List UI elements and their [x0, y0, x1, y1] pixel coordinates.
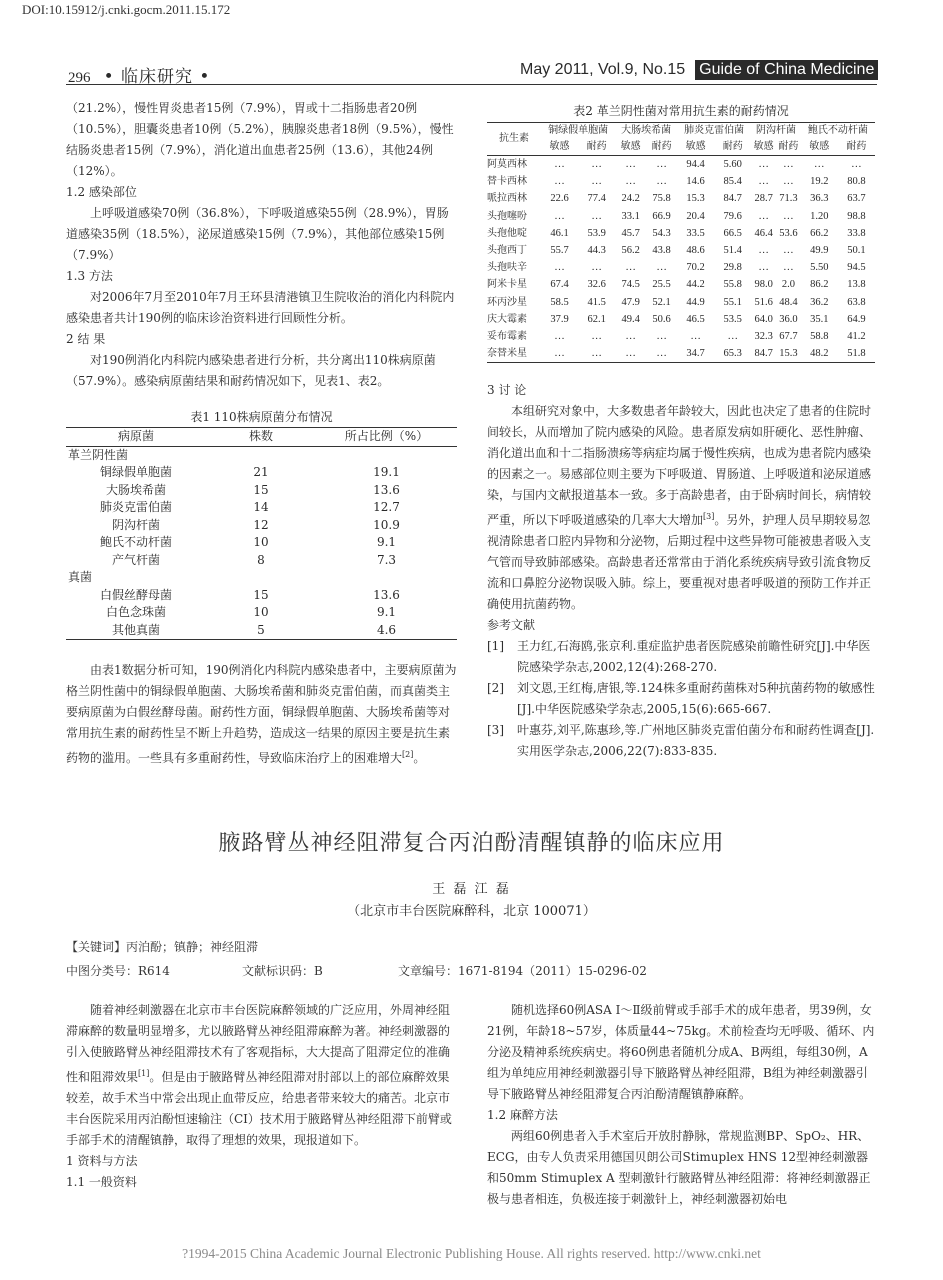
table-cell: 12.7 [373, 500, 400, 514]
drug-name-cell: 妥布霉素 [487, 331, 527, 343]
table-cell: 33.5 [686, 227, 705, 239]
left-column-upper [66, 98, 458, 392]
table-cell: 98.0 [754, 279, 773, 291]
table-cell: 51.6 [754, 296, 773, 308]
paragraph: 随机选择60例ASA Ⅰ～Ⅱ级前臂或手部手术的成年患者，男39例，女21例，年龄18~57岁，体质量44~75kg。术前检查均无呼吸、循环、内分泌及精神系统疾病史。将60例患者随机分成A、B两组，每组30例，A组为单纯应用神经刺激器引导下腋路臂丛神经阻滞，B组为神经刺激器引导下腋路臂丛神经阻滞复合丙泊酚清醒镇静麻醉。 [487, 1003, 875, 1101]
table-cell: 44.2 [686, 279, 705, 291]
table-cell: … [591, 159, 602, 170]
table-cell: 56.2 [621, 245, 640, 257]
reference-number: [3] [487, 723, 504, 737]
table-row [487, 208, 875, 225]
table-cell: 其他真菌 [66, 622, 206, 640]
sub-header: 耐药 [578, 139, 615, 156]
table-cell: 94.4 [686, 159, 705, 170]
table-cell: 67.7 [779, 331, 798, 343]
table-cell: 14.6 [686, 176, 705, 188]
paragraph: 由表1数据分析可知，190例消化内科院内感染患者中，主要病原菌为格兰阴性菌中的铜绿假单胞菌、大肠埃希菌和肺炎克雷伯菌，而真菌类主要病原菌为白假丝酵母菌。耐药性方面，铜绿假单胞菌、大肠埃希菌等对常用抗生素的耐药性呈不断上升趋势，造成这一结果的原因主要是抗生素药物的滥用。一些具有多重耐药性，导致临床治疗上的困难增大[2]。 [66, 663, 457, 765]
table-cell: 54.3 [652, 227, 671, 239]
table-cell: … [656, 262, 667, 274]
table-cell: 84.7 [751, 345, 776, 363]
table-cell: 80.8 [847, 176, 866, 188]
paragraph: 对190例消化内科院内感染患者进行分析，共分离出110株病原菌（57.9%）。感染病原菌结果和耐药情况如下，见表1、表2。 [66, 353, 436, 388]
doi-line: DOI:10.15912/j.cnki.gocm.2011.15.172 [22, 2, 231, 17]
drug-name-cell: 奈替米星 [487, 345, 541, 363]
sub-header: 敏感 [541, 139, 578, 156]
table-cell: 55.1 [723, 296, 742, 308]
table-cell: … [783, 210, 794, 222]
article2-left-column [66, 1000, 458, 1193]
citation: [2] [402, 750, 414, 759]
table-cell: 52.1 [652, 296, 671, 308]
section-heading: 2 结 果 [66, 332, 106, 346]
table-cell: … [851, 159, 862, 170]
table-cell: 15.3 [776, 345, 801, 363]
table-cell: 79.6 [723, 210, 742, 222]
table-cell: 产气杆菌 [111, 552, 160, 567]
references-heading: 参考文献 [487, 618, 536, 632]
table-cell: 15.3 [686, 193, 705, 205]
table-cell: 7.3 [376, 552, 397, 567]
table-cell: 50.6 [652, 313, 671, 325]
table-cell: 37.9 [550, 313, 569, 325]
table-cell: … [625, 262, 636, 274]
table-cell: 8 [257, 552, 265, 567]
table-cell: 58.8 [810, 331, 829, 343]
reference-item [487, 636, 877, 678]
table-cell: 74.5 [621, 279, 640, 291]
article-title: 腋路臂丛神经阻滞复合丙泊酚清醒镇静的临床应用 [218, 831, 725, 856]
table-cell: 63.8 [847, 296, 866, 308]
table-cell: 48.6 [686, 245, 705, 257]
table-cell: … [656, 159, 667, 170]
reference-item [487, 720, 877, 762]
table-cell: … [783, 262, 794, 274]
table-cell: 5 [206, 622, 316, 640]
table-cell: 41.2 [847, 331, 866, 343]
table-cell: … [591, 262, 602, 274]
drug-name-cell: 头孢他啶 [487, 227, 527, 239]
table-group-row [66, 569, 457, 587]
reference-item [487, 678, 877, 720]
table-cell: … [615, 345, 646, 363]
table-cell: 19.2 [810, 176, 829, 188]
issue-info: May 2011, Vol.9, No.15 [520, 61, 686, 78]
table-cell: 33.1 [621, 210, 640, 222]
table-cell: 77.4 [587, 193, 606, 205]
table-cell: … [554, 210, 565, 222]
table-cell: 肺炎克雷伯菌 [99, 500, 172, 514]
table-cell: … [554, 159, 565, 170]
reference-text: 王力红,石海鸥,张京利.重症监护患者医院感染前瞻性研究[J].中华医院感染学杂志,2002,12(4):268-270. [517, 639, 871, 674]
table-cell: 15 [253, 482, 269, 497]
table-cell: … [783, 176, 794, 188]
drug-name-cell: 头孢呋辛 [487, 262, 527, 274]
table-cell: … [758, 210, 769, 222]
reference-number: [1] [487, 639, 504, 653]
table-row [487, 276, 875, 293]
article2-right-column [487, 1000, 877, 1210]
sub-header: 敏感 [677, 139, 714, 156]
organism-header: 鲍氏不动杆菌 [801, 123, 875, 140]
table-cell: 67.4 [550, 279, 569, 291]
table-row [487, 190, 875, 207]
table-cell: … [758, 159, 769, 170]
table-row [66, 587, 457, 605]
table-cell: … [554, 331, 565, 343]
table-cell: 51.4 [723, 245, 742, 257]
table-cell: 66.9 [652, 210, 671, 222]
table-cell: … [783, 245, 794, 257]
copyright-footer: ?1994-2015 China Academic Journal Electronic Publishing House. All rights reserved. http://www.cnki.net [182, 1246, 761, 1261]
table1 [66, 427, 457, 640]
table-cell: 白色念珠菌 [105, 605, 166, 619]
table-cell: 48.2 [801, 345, 838, 363]
table-cell: 55.7 [550, 245, 569, 257]
table-cell: 15 [253, 587, 269, 602]
table-cell: 10.9 [373, 517, 400, 532]
table-cell: 10 [253, 605, 269, 619]
table-cell: 36.2 [810, 296, 829, 308]
column-header: 所占比例（%） [316, 428, 457, 447]
table-cell: 19.1 [373, 465, 400, 479]
table-cell: 20.4 [686, 210, 705, 222]
table-cell: 75.8 [652, 193, 671, 205]
table-cell: 66.5 [723, 227, 742, 239]
table-cell: 28.7 [754, 193, 773, 205]
table-cell: 36.0 [779, 313, 798, 325]
table-cell: 53.6 [779, 227, 798, 239]
section-heading: 1.3 方法 [66, 269, 113, 283]
sub-header: 耐药 [714, 139, 751, 156]
table-cell: 33.8 [847, 227, 866, 239]
table-cell: 5.60 [723, 159, 742, 170]
table-cell: 22.6 [550, 193, 569, 205]
section-heading: 1 资料与方法 [66, 1154, 138, 1168]
table-cell: 86.2 [810, 279, 829, 291]
table-cell: … [727, 331, 738, 343]
article-affiliation: （北京市丰台医院麻醉科，北京 100071） [347, 904, 596, 919]
table-cell: 53.9 [587, 227, 606, 239]
table2 [487, 122, 875, 363]
reference-text: 叶惠芬,刘平,陈惠珍,等.广州地区肺炎克雷伯菌分布和耐药性调查[J].实用医学杂志,2006,22(7):833-835. [517, 723, 875, 758]
column-header: 病原菌 [66, 428, 206, 447]
table-cell: 1.20 [810, 210, 829, 222]
table-row [487, 156, 875, 174]
table-cell: 50.1 [847, 245, 866, 257]
sub-header: 耐药 [776, 139, 801, 156]
table-cell: 阴沟杆菌 [111, 517, 160, 532]
page-number: 296 [68, 70, 91, 86]
table-cell: 24.2 [621, 193, 640, 205]
table-cell: 49.9 [810, 245, 829, 257]
column-header: 株数 [206, 428, 316, 447]
table-cell: 49.4 [621, 313, 640, 325]
table-cell: 10 [253, 535, 269, 549]
sub-header: 敏感 [801, 139, 838, 156]
table-cell: 43.8 [652, 245, 671, 257]
table-cell: 32.3 [754, 331, 773, 343]
table-cell: 29.8 [723, 262, 742, 274]
table-group-row [66, 446, 457, 464]
table-cell: 大肠埃希菌 [105, 482, 166, 497]
group-label: 真菌 [68, 570, 93, 584]
table-row [487, 225, 875, 242]
organism-header: 铜绿假单胞菌 [541, 123, 615, 140]
table-cell: 84.7 [723, 193, 742, 205]
drug-name-cell: 环丙沙星 [487, 296, 527, 308]
table-cell: 64.0 [754, 313, 773, 325]
drug-name-cell: 哌拉西林 [487, 193, 527, 205]
table-cell: 46.1 [550, 227, 569, 239]
table-row [487, 345, 875, 363]
table-cell: 62.1 [587, 313, 606, 325]
sub-header: 耐药 [838, 139, 875, 156]
drug-name-cell: 庆大霉素 [487, 313, 527, 325]
table-cell: … [656, 331, 667, 343]
group-label: 革兰阴性菌 [68, 447, 129, 462]
table-cell: 34.7 [677, 345, 714, 363]
table-cell: … [554, 176, 565, 188]
table-cell: … [690, 331, 701, 343]
article-authors: 王 磊 江 磊 [432, 882, 511, 897]
table-cell: … [656, 176, 667, 188]
table-cell: 铜绿假单胞菌 [99, 465, 172, 479]
table-cell: … [578, 345, 615, 363]
keywords: 【关键词】丙泊酚；镇静；神经阻滞 [66, 940, 259, 954]
column-header: 抗生素 [487, 123, 541, 156]
table-cell: … [554, 262, 565, 274]
table-cell: … [758, 176, 769, 188]
table-cell: 66.2 [810, 227, 829, 239]
table-row [66, 534, 457, 552]
drug-name-cell: 阿莫西林 [487, 159, 527, 170]
paragraph: 对2006年7月至2010年7月王环县清港镇卫生院收治的消化内科院内感染患者共计190例的临床诊治资料进行回顾性分析。 [66, 290, 455, 325]
left-column-lower [66, 660, 458, 769]
drug-name-cell: 阿米卡星 [487, 279, 527, 291]
table-cell: 44.3 [587, 245, 606, 257]
table-row [66, 622, 457, 640]
table-cell: … [783, 159, 794, 170]
drug-name-cell: 头孢西丁 [487, 245, 527, 257]
table-cell: … [814, 159, 825, 170]
table-row [487, 294, 875, 311]
paragraph: 本组研究对象中，大多数患者年龄较大，因此也决定了患者的住院时间较长，从而增加了院内感染的风险。患者原发病如肝硬化、恶性肿瘤、消化道出血和十二指肠溃疡等病症均属于慢性疾病，也成为患者院内感染的因素之一。易感部位则主要为下呼吸道、胃肠道、上呼吸道和泌尿道感染，与国内文献报道基本一致。多于高龄患者，由于卧病时间长，病情较严重，所以下呼吸道感染的几率大大增加[3]。另外，护理人员早期较易忽视清除患者口腔内异物和分泌物，后期过程中这些异物可能被患者吸入支气管而导致肺部感染。高龄患者还常常由于消化系统疾病导致引流食物反流和口鼻腔分泌物误吸入肺。综上，要重视对患者呼吸道的预防工作并正确使用抗菌药物。 [487, 404, 872, 611]
table-header-row [66, 428, 457, 447]
section-heading: 3 讨 论 [487, 383, 527, 397]
table-cell: 63.7 [847, 193, 866, 205]
table-row [487, 311, 875, 328]
journal-name-en: Guide of China Medicine [695, 60, 878, 80]
table-header-row [487, 123, 875, 140]
table-row [487, 259, 875, 276]
table-cell: 白假丝酵母菌 [99, 587, 172, 602]
paragraph: 随着神经刺激器在北京市丰台医院麻醉领域的广泛应用，外周神经阻滞麻醉的数量明显增多，尤以腋路臂丛神经阻滞麻醉为著。神经刺激器的引入使腋路臂丛神经阻滞技术有了客观指标，大大提高了阻滞定位的准确性和阻滞效果[1]。但是由于腋路臂丛神经阻滞对肘部以上的部位麻醉效果较差，故手术当中常会出现止血带反应，给患者带来较大的痛苦。北京市丰台医院采用丙泊酚恒速输注（CI）技术用于腋路臂丛神经阻滞下前臂或手部手术的清醒镇静，取得了理想的效果，现报道如下。 [66, 1003, 452, 1147]
table-cell: 13.6 [373, 482, 400, 497]
table-cell: … [591, 176, 602, 188]
table-cell: 13.6 [373, 587, 400, 602]
table-cell: 鲍氏不动杆菌 [99, 535, 172, 549]
table-cell: 36.3 [810, 193, 829, 205]
table-cell: 98.8 [847, 210, 866, 222]
table2-caption: 表2 革兰阴性菌对常用抗生素的耐药情况 [573, 104, 789, 118]
header-rule [66, 84, 877, 85]
table-cell: … [625, 159, 636, 170]
table-cell: … [646, 345, 677, 363]
table-cell: 64.9 [847, 313, 866, 325]
organism-header: 大肠埃希菌 [615, 123, 677, 140]
table-cell: 55.8 [723, 279, 742, 291]
table-cell: 13.8 [847, 279, 866, 291]
table-cell: … [591, 210, 602, 222]
table-cell: … [625, 176, 636, 188]
sub-header: 耐药 [646, 139, 677, 156]
table-cell: 14 [253, 500, 269, 514]
table-cell: 53.5 [723, 313, 742, 325]
drug-name-cell: 头孢噻吩 [487, 210, 527, 222]
table-cell: 4.6 [316, 622, 457, 640]
running-header-right [520, 60, 878, 80]
table-row [66, 604, 457, 622]
table-cell: 70.2 [686, 262, 705, 274]
table-cell: 51.8 [838, 345, 875, 363]
citation: [3] [703, 512, 715, 521]
section-heading: 1.1 一般资料 [66, 1175, 137, 1189]
organism-header: 阴沟杆菌 [751, 123, 800, 140]
table-cell: 9.1 [376, 605, 397, 619]
table-row [487, 242, 875, 259]
table-cell: 41.5 [587, 296, 606, 308]
paragraph: （21.2%），慢性胃炎患者15例（7.9%），胃或十二指肠患者20例（10.5%），胆囊炎患者10例（5.2%），胰腺炎患者18例（9.5%），慢性结肠炎患者15例（7.9%），消化道出血患者25例（13.6），其他24例（12%）。 [66, 101, 454, 178]
right-column-discussion [487, 380, 877, 762]
table-cell: 44.9 [686, 296, 705, 308]
table-cell: 48.4 [779, 296, 798, 308]
table-cell: 47.9 [621, 296, 640, 308]
table-subheader-row [487, 139, 875, 156]
table-row [487, 173, 875, 190]
table-cell: … [758, 262, 769, 274]
table-cell: … [591, 331, 602, 343]
citation: [1] [138, 1069, 150, 1078]
table-row [66, 482, 457, 500]
table-cell: 25.5 [652, 279, 671, 291]
organism-header: 肺炎克雷伯菌 [677, 123, 751, 140]
table-cell: 45.7 [621, 227, 640, 239]
table-row [66, 517, 457, 535]
table-cell: 9.1 [376, 535, 397, 549]
table-cell: 32.6 [587, 279, 606, 291]
table-cell: 85.4 [723, 176, 742, 188]
article-number: 文章编号：1671-8194（2011）15-0296-02 [398, 964, 647, 978]
clc-number: 中图分类号：R614 [66, 964, 170, 978]
table-cell: 5.50 [810, 262, 829, 274]
table-cell: 46.5 [686, 313, 705, 325]
document-code: 文献标识码：B [242, 964, 323, 978]
table-cell: … [541, 345, 578, 363]
table-cell: 21 [253, 465, 269, 479]
reference-number: [2] [487, 681, 504, 695]
table-row [66, 464, 457, 482]
table-row [66, 552, 457, 570]
table-row [66, 499, 457, 517]
table-cell: 94.5 [847, 262, 866, 274]
sub-header: 敏感 [615, 139, 646, 156]
table-cell: 46.4 [754, 227, 773, 239]
table-cell: 2.0 [781, 279, 795, 291]
table1-caption: 表1 110株病原菌分布情况 [190, 410, 333, 424]
table-cell: 35.1 [810, 313, 829, 325]
sub-header: 敏感 [751, 139, 776, 156]
paragraph: 两组60例患者入手术室后开放肘静脉，常规监测BP、SpO₂、HR、ECG，由专人负责采用德国贝朗公司Stimuplex HNS 12型神经刺激器和50mm Stimuplex A 型刺激针行腋路臂丛神经阻滞：将神经刺激器正极与患者相连，负极连接于刺激针上，神经刺激器初始电 [487, 1129, 871, 1206]
reference-text: 刘文恩,王红梅,唐银,等.124株多重耐药菌株对5种抗菌药物的敏感性[J].中华医院感染学杂志,2005,15(6):665-667. [517, 681, 875, 716]
table-cell: … [758, 245, 769, 257]
paragraph: 上呼吸道感染70例（36.8%），下呼吸道感染55例（28.9%），胃肠道感染35例（18.5%），泌尿道感染15例（7.9%），其他部位感染15例（7.9%） [66, 206, 449, 262]
table-cell: 71.3 [779, 193, 798, 205]
table-cell: 58.5 [550, 296, 569, 308]
reference-list [487, 636, 877, 762]
section-heading: 1.2 麻醉方法 [487, 1108, 558, 1122]
table-cell: 65.3 [714, 345, 751, 363]
drug-name-cell: 替卡西林 [487, 176, 527, 188]
table-row [487, 328, 875, 345]
section-heading: 1.2 感染部位 [66, 185, 137, 199]
journal-section: • 临床研究 • [103, 67, 211, 87]
table-cell: … [625, 331, 636, 343]
table-cell: 12 [253, 517, 269, 532]
